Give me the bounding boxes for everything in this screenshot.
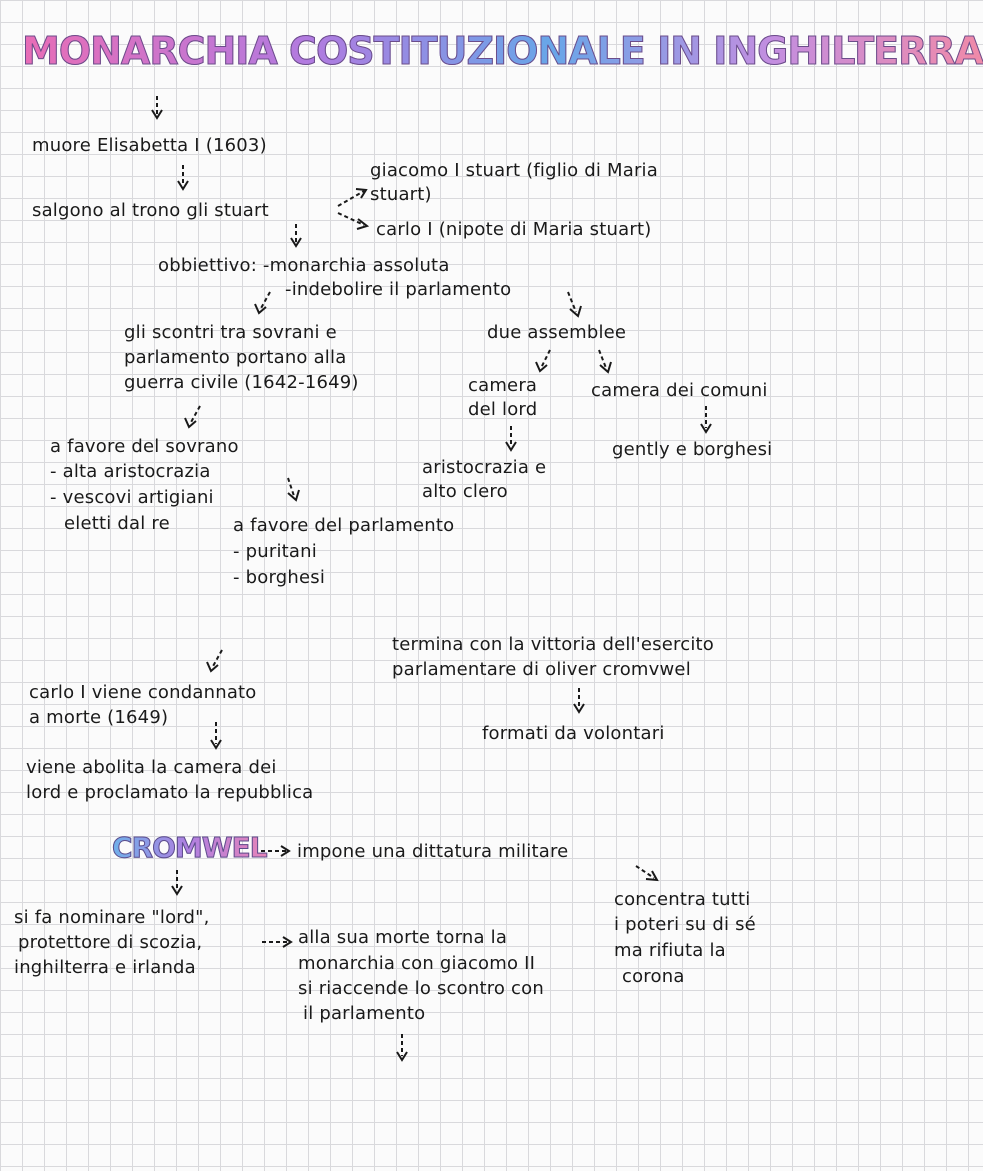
arrow-lord-to-aristocrazia [506,426,516,450]
node-concentra-line4: corona [622,966,685,987]
node-concentra-line1: concentra tutti [614,889,751,910]
node-scontri-line3: guerra civile (1642-1649) [124,372,359,393]
node-abolita-line1: viene abolita la camera dei [26,757,277,778]
arrow-to-carlo-condannato [207,650,222,671]
arrow-morte-down [397,1034,407,1060]
node-morte-line1: alla sua morte torna la [298,927,508,948]
node-formati-volontari: formati da volontari [482,723,665,744]
node-due-assemblee: due assemblee [487,322,627,343]
node-carlo-nipote: carlo I (nipote di Maria stuart) [376,219,652,240]
arrow-termina-to-formati [574,688,584,712]
node-carlo-condannato-line1: carlo I viene condannato [29,682,257,703]
node-favore-sovrano-line1: a favore del sovrano [50,436,239,457]
node-favore-parlamento-line2: - puritani [233,541,317,562]
node-muore-elisabetta: muore Elisabetta I (1603) [32,135,267,156]
node-camera-lord-line2: del lord [468,399,538,420]
arrow-cromwel-to-lord [172,870,182,894]
cromwel-heading: CROMWEL [112,831,267,864]
page-title: MONARCHIA COSTITUZIONALE IN INGHILTERRA [22,29,983,73]
node-obbiettivo-line1: obbiettivo: -monarchia assoluta [158,255,450,276]
node-lord-line3: inghilterra e irlanda [14,957,196,978]
node-camera-lord-line1: camera [468,375,538,396]
node-giacomo-line1: giacomo I stuart (figlio di Maria [370,160,658,181]
node-termina-line1: termina con la vittoria dell'esercito [392,634,714,655]
node-aristocrazia-line2: alto clero [422,481,508,502]
node-abolita-line2: lord e proclamato la repubblica [26,782,314,803]
arrow-salgono-to-carlo [338,213,367,229]
arrow-scontri-to-parlamento [288,478,299,500]
node-morte-line2: monarchia con giacomo II [298,953,536,974]
arrow-obbiettivo-to-scontri [255,292,270,313]
node-giacomo-line2: stuart) [370,184,432,205]
node-termina-line2: parlamentare di oliver cromvwel [392,659,691,680]
node-favore-parlamento-line1: a favore del parlamento [233,515,455,536]
arrow-title-to-muore [152,96,162,118]
arrow-salgono-to-giacomo [338,189,366,206]
node-scontri-line1: gli scontri tra sovrani e [124,322,337,343]
arrow-condannato-to-abolita [211,722,221,748]
node-gently-borghesi: gently e borghesi [612,439,773,460]
node-obbiettivo-line2: -indebolire il parlamento [285,279,512,300]
arrow-muore-to-salgono [178,165,188,189]
node-salgono-stuart: salgono al trono gli stuart [32,200,269,221]
arrow-obbiettivo-to-assemblee [568,292,581,316]
node-concentra-line2: i poteri su di sé [614,914,756,935]
node-favore-parlamento-line3: - borghesi [233,567,326,588]
node-scontri-line2: parlamento portano alla [124,347,347,368]
arrow-assemblee-to-lord [536,350,550,371]
node-lord-line1: si fa nominare "lord", [14,907,210,928]
node-morte-line4: il parlamento [303,1003,426,1024]
node-favore-sovrano-line2: - alta aristocrazia [50,461,211,482]
node-camera-comuni: camera dei comuni [591,380,768,401]
arrow-salgono-to-obbiettivo [291,224,301,246]
node-aristocrazia-line1: aristocrazia e [422,457,547,478]
arrow-lord-to-morte [262,937,291,947]
arrow-assemblee-to-comuni [599,350,611,372]
node-lord-line2: protettore di scozia, [18,932,203,953]
arrow-comuni-to-gently [701,406,711,432]
node-carlo-condannato-line2: a morte (1649) [29,707,169,728]
arrow-scontri-to-sovrano [185,406,200,427]
arrow-impone-to-concentra [636,866,657,880]
node-concentra-line3: ma rifiuta la [614,940,726,961]
node-impone-dittatura: impone una dittatura militare [297,841,569,862]
node-favore-sovrano-line4: eletti dal re [64,513,170,534]
node-favore-sovrano-line3: - vescovi artigiani [50,487,214,508]
node-morte-line3: si riaccende lo scontro con [298,978,544,999]
